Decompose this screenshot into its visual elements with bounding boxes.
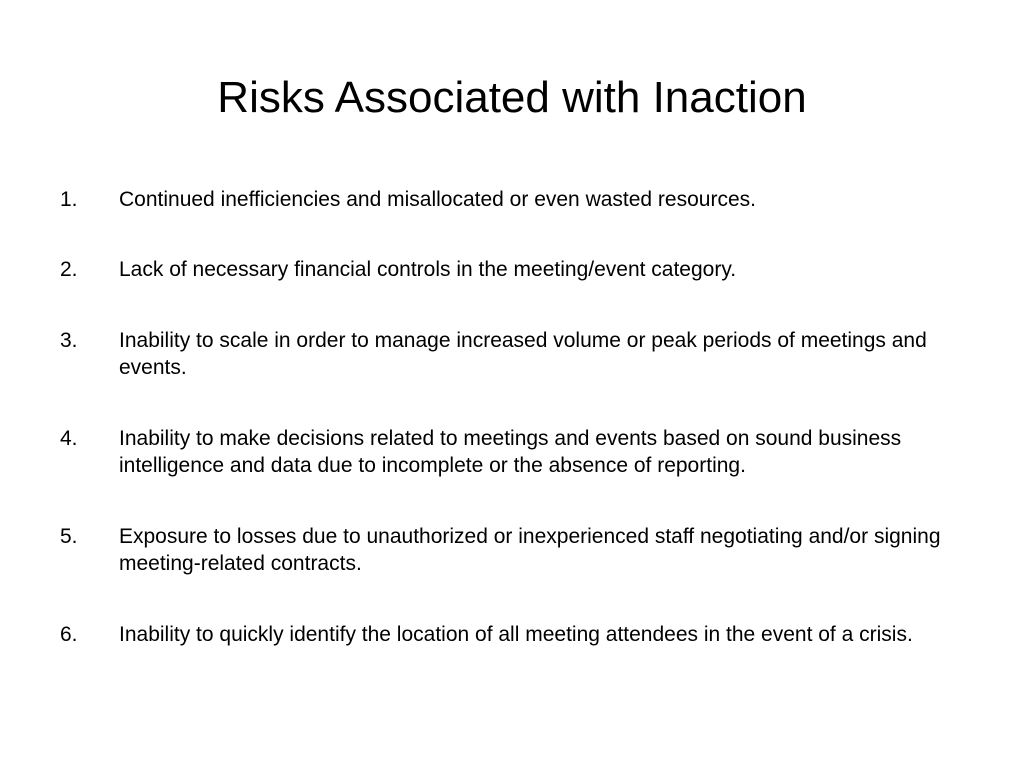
item-text: Continued inefficiencies and misallocated or even wasted resources. [119, 188, 756, 211]
item-number: 2. [60, 258, 78, 281]
list-item [60, 523, 970, 577]
item-text: Exposure to losses due to unauthorized or inexperienced staff negotiating and/or signing meeting-related contracts. [119, 525, 941, 575]
list-item [60, 256, 970, 283]
list-item [60, 425, 970, 479]
list-item [60, 186, 970, 213]
item-number: 6. [60, 623, 78, 646]
item-number: 4. [60, 427, 78, 450]
item-number: 1. [60, 188, 78, 211]
risk-list [60, 186, 970, 648]
list-item [60, 327, 970, 381]
list-item [60, 621, 970, 648]
item-number: 3. [60, 329, 78, 352]
item-text: Inability to make decisions related to meetings and events based on sound business intelligence and data due to incomplete or the absence of reporting. [119, 427, 902, 477]
item-text: Inability to quickly identify the location of all meeting attendees in the event of a crisis. [119, 623, 913, 646]
item-number: 5. [60, 525, 78, 548]
item-text: Inability to scale in order to manage increased volume or peak periods of meetings and events. [119, 329, 927, 379]
slide-title: Risks Associated with Inaction [217, 73, 807, 122]
item-text: Lack of necessary financial controls in the meeting/event category. [119, 258, 737, 281]
